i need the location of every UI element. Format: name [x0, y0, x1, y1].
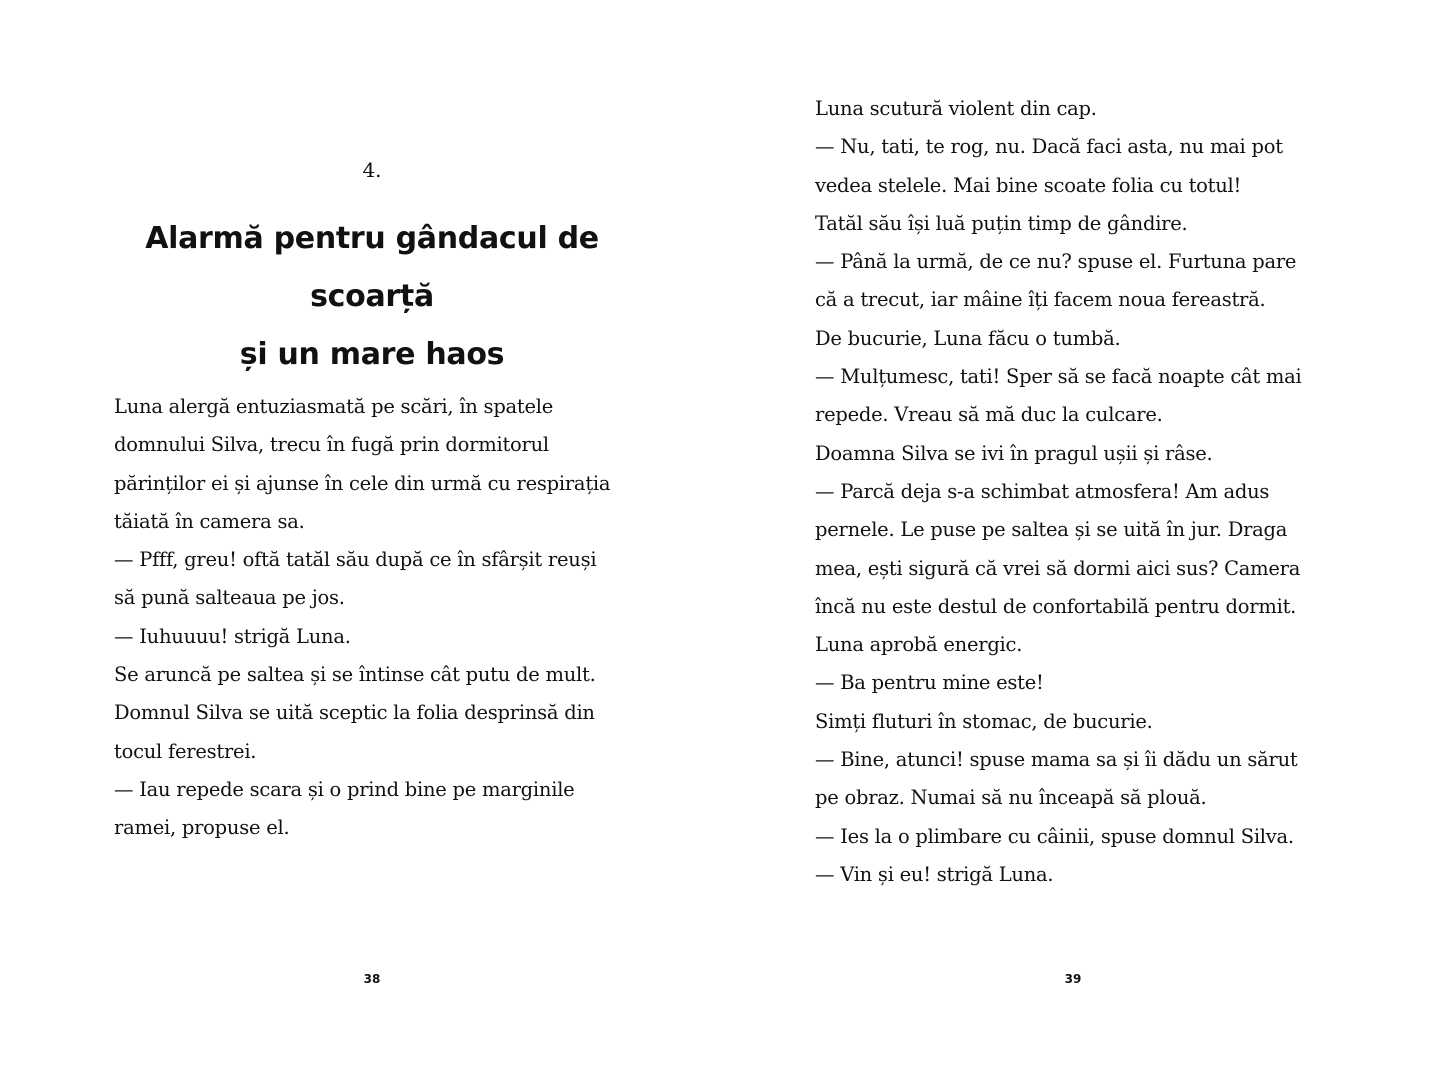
text-line: încă nu este destul de confortabilă pentru dormit. [815, 594, 1297, 618]
text-line: pernele. Le puse pe saltea și se uită în jur. Draga [815, 518, 1288, 542]
right-page-body-text [815, 90, 1335, 894]
text-line: ramei, propuse el. [114, 816, 290, 840]
text-line: — Bine, atunci! spuse mama sa și îi dădu un sărut [815, 748, 1298, 772]
text-line: domnului Silva, trecu în fugă prin dormitorul [114, 433, 549, 457]
text-line: — Ies la o plimbare cu câinii, spuse domnul Silva. [815, 824, 1294, 848]
text-line: — Ba pentru mine este! [815, 671, 1044, 695]
text-line: — Nu, tati, te rog, nu. Dacă faci asta, nu mai pot [815, 135, 1283, 159]
chapter-number: 4. [362, 158, 382, 182]
text-line: — Pfff, greu! oftă tatăl său după ce în sfârșit reuși [114, 548, 597, 572]
left-page-body-text [114, 388, 634, 848]
page-number-left: 38 [363, 972, 381, 986]
text-line: Simți fluturi în stomac, de bucurie. [815, 709, 1153, 733]
right-page [722, 0, 1445, 1083]
chapter-title-line-2: și un mare haos [239, 337, 505, 372]
text-line: vedea stelele. Mai bine scoate folia cu totul! [815, 173, 1242, 197]
left-page [0, 0, 722, 1083]
text-line: tăiată în camera sa. [114, 509, 305, 533]
text-line: pe obraz. Numai să nu înceapă să plouă. [815, 786, 1207, 810]
text-line: De bucurie, Luna făcu o tumbă. [815, 326, 1121, 350]
text-line: — Iuhuuuu! strigă Luna. [114, 624, 351, 648]
text-line: — Mulțumesc, tati! Sper să se facă noapte cât mai [815, 365, 1302, 389]
text-line: — Vin și eu! strigă Luna. [815, 862, 1054, 886]
text-line: Domnul Silva se uită sceptic la folia desprinsă din [114, 701, 595, 725]
text-line: repede. Vreau să mă duc la culcare. [815, 403, 1163, 427]
text-line: — Până la urmă, de ce nu? spuse el. Furtuna pare [815, 250, 1297, 274]
text-line: că a trecut, iar mâine îți facem noua fereastră. [815, 288, 1266, 312]
text-line: Luna alergă entuziasmată pe scări, în spatele [114, 395, 554, 418]
page-number-right: 39 [1064, 972, 1082, 986]
text-line: mea, ești sigură că vrei să dormi aici sus? Camera [815, 556, 1301, 580]
text-line: tocul ferestrei. [114, 739, 257, 763]
chapter-title-line-1: Alarmă pentru gândacul de scoarță [145, 221, 599, 314]
text-line: părinților ei și ajunse în cele din urmă cu respirația [114, 471, 611, 495]
text-line: — Iau repede scara și o prind bine pe marginile [114, 777, 575, 801]
text-line: Tatăl său își luă puțin timp de gândire. [815, 211, 1188, 235]
text-line: Luna scutură violent din cap. [815, 97, 1097, 120]
text-line: să pună salteaua pe jos. [114, 586, 345, 610]
text-line: Doamna Silva se ivi în pragul ușii și râse. [815, 441, 1213, 465]
text-line: Luna aprobă energic. [815, 633, 1023, 657]
chapter-title [100, 210, 644, 384]
text-line: — Parcă deja s-a schimbat atmosfera! Am adus [815, 479, 1270, 503]
text-line: Se aruncă pe saltea și se întinse cât putu de mult. [114, 663, 596, 687]
